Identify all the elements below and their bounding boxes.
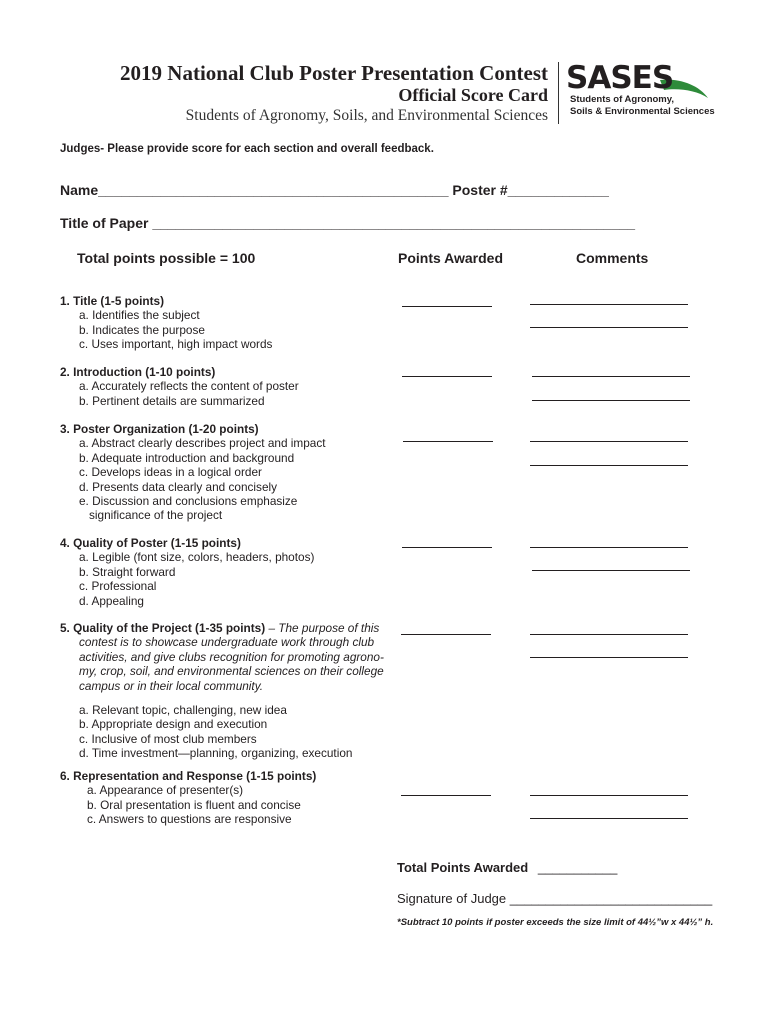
logo-line-2: Soils & Environmental Sciences bbox=[570, 106, 715, 117]
header-divider bbox=[558, 62, 559, 124]
form-title: 2019 National Club Poster Presentation Contest bbox=[120, 61, 548, 85]
comment-line-2a[interactable] bbox=[532, 376, 690, 377]
comment-line-6a[interactable] bbox=[530, 795, 688, 796]
form-subtitle: Official Score Card bbox=[398, 85, 548, 105]
criterion: a. Accurately reflects the content of poster bbox=[79, 379, 299, 394]
total-possible-label: Total points possible = 100 bbox=[77, 250, 256, 266]
criterion: b. Appropriate design and execution bbox=[79, 717, 268, 732]
total-points-row bbox=[397, 860, 617, 875]
criterion: c. Answers to questions are responsive bbox=[87, 812, 292, 827]
section-6 bbox=[60, 769, 316, 827]
comment-line-4a[interactable] bbox=[530, 547, 688, 548]
sases-logo bbox=[566, 60, 716, 124]
points-awarded-header: Points Awarded bbox=[398, 250, 504, 266]
criterion: c. Uses important, high impact words bbox=[79, 337, 273, 352]
comment-line-3b[interactable] bbox=[530, 465, 688, 466]
comment-line-4b[interactable] bbox=[532, 570, 690, 571]
section-description-start: – The purpose of this bbox=[265, 621, 380, 635]
points-line-6[interactable] bbox=[401, 795, 491, 796]
criterion: b. Straight forward bbox=[79, 564, 176, 579]
criterion: c. Develops ideas in a logical order bbox=[79, 465, 262, 480]
criterion: a. Relevant topic, challenging, new idea bbox=[79, 703, 287, 718]
comment-line-2b[interactable] bbox=[532, 400, 690, 401]
name-field[interactable]: Name_____________________________________________ Poster #_____________ bbox=[60, 182, 609, 198]
logo-wordmark: SASES bbox=[566, 60, 674, 96]
comment-line-5b[interactable] bbox=[530, 657, 688, 658]
points-line-3[interactable] bbox=[403, 441, 493, 442]
criterion: c. Inclusive of most club members bbox=[79, 731, 257, 746]
points-line-4[interactable] bbox=[402, 547, 492, 548]
criterion: d. Appealing bbox=[79, 593, 144, 608]
section-description: my, crop, soil, and environmental sciences on their college bbox=[79, 664, 384, 679]
judge-signature[interactable]: Signature of Judge ____________________________ bbox=[397, 891, 713, 906]
section-5 bbox=[60, 621, 384, 761]
comment-line-3a[interactable] bbox=[530, 441, 688, 442]
comment-line-6b[interactable] bbox=[530, 818, 688, 819]
total-points-label: Total Points Awarded bbox=[397, 860, 529, 875]
criterion: e. Discussion and conclusions emphasize bbox=[79, 494, 298, 509]
section-title: 4. Quality of Poster (1-15 points) bbox=[60, 536, 241, 550]
points-line-5[interactable] bbox=[401, 634, 491, 635]
section-2 bbox=[60, 365, 299, 408]
size-limit-note: *Subtract 10 points if poster exceeds the size limit of 44½”w x 44½” h. bbox=[397, 917, 714, 928]
section-title: 5. Quality of the Project (1-35 points) bbox=[60, 621, 266, 635]
total-points-blank[interactable]: ___________ bbox=[537, 860, 618, 875]
section-description: campus or in their local community. bbox=[79, 678, 264, 693]
points-line-2[interactable] bbox=[402, 376, 492, 377]
section-description: activities, and give clubs recognition for promoting agrono- bbox=[79, 649, 384, 664]
section-description: contest is to showcase undergraduate work through club bbox=[79, 635, 375, 650]
points-line-1[interactable] bbox=[402, 306, 492, 307]
section-title: 2. Introduction (1-10 points) bbox=[60, 365, 216, 379]
criterion: b. Pertinent details are summarized bbox=[79, 393, 265, 408]
criterion: b. Oral presentation is fluent and concise bbox=[87, 797, 301, 812]
organization-name: Students of Agronomy, Soils, and Environmental Sciences bbox=[185, 107, 548, 124]
criterion: c. Professional bbox=[79, 579, 157, 594]
comment-line-1a[interactable] bbox=[530, 304, 688, 305]
instructions: Judges- Please provide score for each section and overall feedback. bbox=[60, 143, 434, 155]
comment-line-1b[interactable] bbox=[530, 327, 688, 328]
criterion: a. Identifies the subject bbox=[79, 308, 200, 323]
criterion-continued: significance of the project bbox=[89, 508, 223, 523]
section-4 bbox=[60, 536, 314, 608]
logo-line-1: Students of Agronomy, bbox=[570, 94, 674, 105]
section-1 bbox=[60, 294, 272, 352]
title-of-paper-field[interactable]: Title of Paper ______________________________________________________________ bbox=[60, 215, 636, 231]
criterion: d. Presents data clearly and concisely bbox=[79, 479, 278, 494]
criterion: a. Abstract clearly describes project and impact bbox=[79, 436, 326, 451]
criterion: b. Adequate introduction and background bbox=[79, 450, 295, 465]
criterion: a. Appearance of presenter(s) bbox=[87, 783, 244, 798]
comment-line-5a[interactable] bbox=[530, 634, 688, 635]
criterion: a. Legible (font size, colors, headers, photos) bbox=[79, 550, 315, 565]
comments-header: Comments bbox=[576, 250, 649, 266]
section-3 bbox=[60, 422, 326, 523]
criterion: b. Indicates the purpose bbox=[79, 322, 205, 337]
section-title: 6. Representation and Response (1-15 points) bbox=[60, 769, 317, 783]
section-title: 1. Title (1-5 points) bbox=[60, 294, 165, 308]
criterion: d. Time investment—planning, organizing, execution bbox=[79, 746, 353, 761]
section-title: 3. Poster Organization (1-20 points) bbox=[60, 422, 259, 436]
